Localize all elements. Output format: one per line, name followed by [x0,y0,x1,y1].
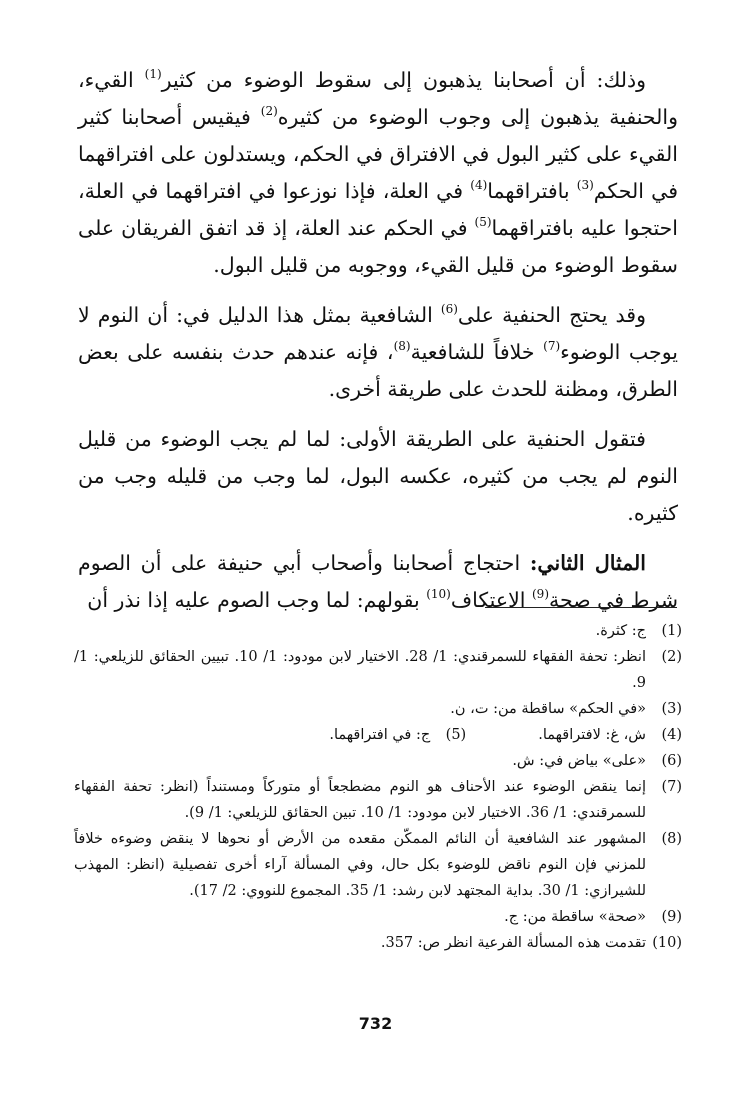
footnote-7: (7) إنما ينقض الوضوء عند الأحناف هو النوم مضطجعاً أو متوركاً ومستنداً (انظر: تحفة الفقهاء للسمرقندي: 1/ 36. الاختيار لابن مودود: 1/ 10. تبين الحقائق للزيلعي: 1/ 9). [74,779,682,821]
footnote-ref-7: (7) [543,339,561,353]
paragraph-3: فتقول الحنفية على الطريقة الأولى: لما لم يجب الوضوء من قليل النوم لم يجب من كثيره، عكسه البول، لما وجب من قليله وجب من كثيره. [78,427,678,525]
footnote-ref-5: (5) [474,215,492,229]
footnote-9: (9) «صحة» ساقطة من: ج. [504,909,682,925]
footnote-ref-3: (3) [576,178,594,192]
footnote-1: (1) ج: كثرة. [595,623,682,639]
footnote-ref-10: (10) [426,587,451,601]
page-number: 732 [358,1014,393,1033]
paragraph-4: المثال الثاني: احتجاج أصحابنا وأصحاب أبي حنيفة على أن الصوم شرط في صحة$^{(9)}$ الاعتكاف$^{(10)}$ بقولهم: لما وجب الصوم عليه إذا نذر أن [78,551,678,612]
paragraph-2: وقد يحتج الحنفية على$^{(6)}$ الشافعية بمثل هذا الدليل في: أن النوم لا يوجب الوضوء$^{(7)}$ خلافاً للشافعية$^{(8)}$، فإنه عندهم حدث بنفسه على بعض الطرق، ومظنة للحدث على طريقة أخرى. [78,302,678,401]
example-heading: المثال الثاني: [529,551,646,575]
footnote-6: (6) «على» بياض في: ش. [512,753,682,769]
footnote-ref-4: (4) [470,178,488,192]
footnote-ref-2: (2) [260,104,278,118]
main-text [78,62,678,632]
footnote-row-4-5 [74,722,682,748]
footnote-10: (10) تقدمت هذه المسألة الفرعية انظر ص: 357. [380,935,682,951]
footnote-5: (5) ج: في افتراقهما. [329,727,467,743]
footnote-ref-1: (1) [144,67,162,81]
footnote-ref-6: (6) [440,302,458,316]
footnote-ref-8: (8) [393,339,411,353]
footnote-4: (4) ش، غ: لافتراقهما. [538,727,682,743]
paragraph-1: وذلك: أن أصحابنا يذهبون إلى سقوط الوضوء من كثير$^{(1)}$ القيء، والحنفية يذهبون إلى وجوب الوضوء من كثيره$^{(2)}$ فيقيس أصحابنا كثير القيء على كثير البول في الافتراق في الحكم، ويستدلون على افتراقهما في الحكم$^{(3)}$ بافتراقهما$^{(4)}$ في العلة، فإذا نوزعوا في افتراقهما في العلة، احتجوا عليه بافتراقهما$^{(5)}$ في الحكم عند العلة، إذ قد اتفق الفريقان على سقوط الوضوء من قليل القيء، ووجوبه من قليل البول. [78,67,679,277]
footnote-2: (2) انظر: تحفة الفقهاء للسمرقندي: 1/ 28. الاختيار لابن مودود: 1/ 10. تبيين الحقائق للزيلعي: 1/ 9. [74,649,682,691]
footnote-8: (8) المشهور عند الشافعية أن النائم الممكّن مقعده من الأرض أو نحوها لا ينقض وضوءه خلافاً للمزني فإن النوم ناقض للوضوء بكل حال، وفي المسألة آراء أخرى تفصيلية (انظر: المهذب للشيرازي: 1/ 30. بداية المجتهد لابن رشد: 1/ 35. المجموع للنووي: 2/ 17). [74,831,682,899]
footnote-separator [485,607,677,608]
footnote-ref-9: (9) [531,587,549,601]
footnotes [74,618,682,956]
footnote-3: (3) «في الحكم» ساقطة من: ت، ن. [450,701,682,717]
